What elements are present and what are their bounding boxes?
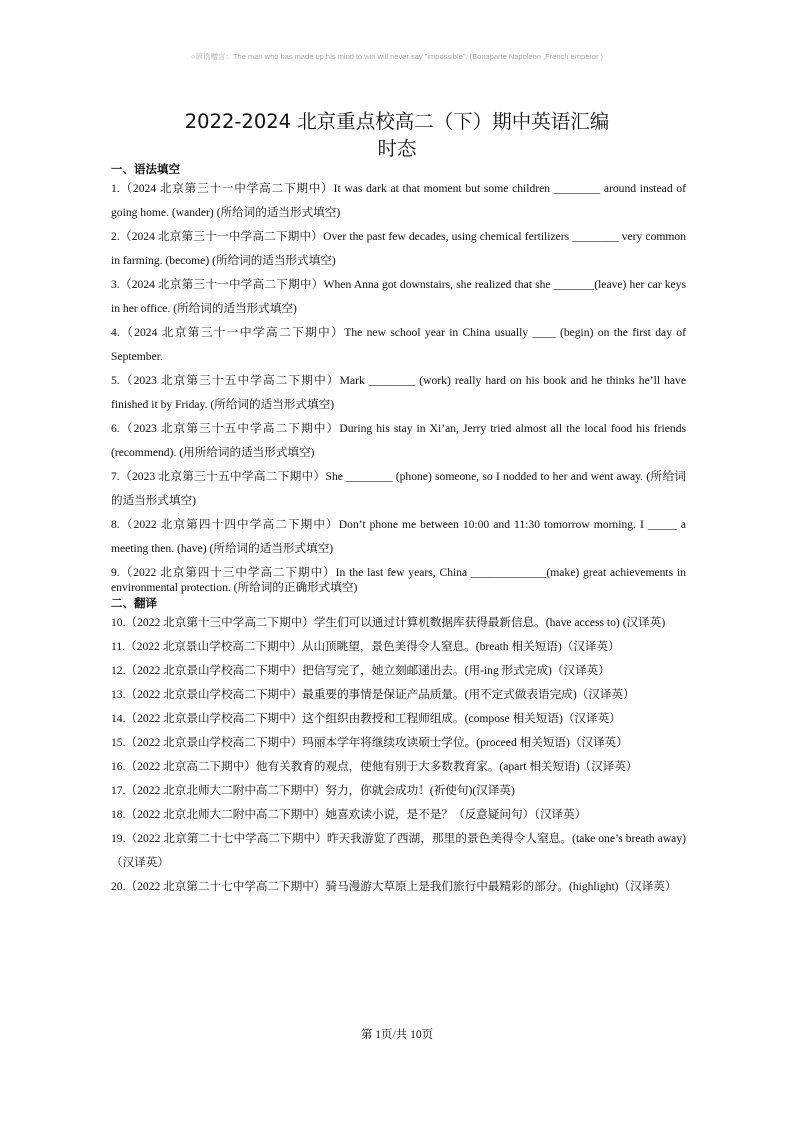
header-watermark: ○谚语赠言：The man who has made up his mind to win will never say "impossible". (Bonaparte Napoleon ,French emperor ) [190, 52, 604, 61]
title-line-1: 2022-2024 北京重点校高二（下）期中英语汇编 [184, 110, 610, 133]
question-item: 4.（2024 北京第三十一中学高二下期中）The new school year in China usually ____ (begin) on the first day of September. [111, 326, 686, 363]
question-item: 12.（2022 北京景山学校高二下期中）把信写完了，她立刻邮递出去。(用-ing 形式完成)（汉译英） [111, 664, 610, 677]
document-title [0, 108, 794, 162]
question-item: 7.（2023 北京第三十五中学高二下期中）She ________ (phone) someone, so I nodded to her and went away. (所给词的适当形式填空) [111, 470, 686, 507]
question-item: 9.（2022 北京第四十三中学高二下期中）In the last few years, China _____________(make) great achievements in environmental protection. (所给词的正确形式填空) [111, 566, 686, 594]
question-item: 18.（2022 北京北师大二附中高二下期中）她喜欢读小说，是不是？（反意疑问句）（汉译英） [111, 808, 587, 821]
page-number: 第 1页/共 10页 [360, 1029, 434, 1041]
question-item: 8.（2022 北京第四十四中学高二下期中）Don’t phone me between 10:00 and 11:30 tomorrow morning. I _____ a meeting then. (have) (所给词的适当形式填空) [111, 518, 686, 555]
question-item: 16.（2022 北京高二下期中）他有关教育的观点，使他有别于大多数教育家。(apart 相关短语)（汉译英） [111, 760, 638, 773]
question-item: 10.（2022 北京第十三中学高二下期中）学生们可以通过计算机数据库获得最新信息。(have access to) (汉译英) [111, 616, 666, 629]
question-item: 1.（2024 北京第三十一中学高二下期中）It was dark at that moment but some children ________ around instead of going home. (wander) (所给词的适当形式填空) [111, 182, 686, 219]
question-item: 2.（2024 北京第三十一中学高二下期中）Over the past few decades, using chemical fertilizers ________ very common in farming. (become) (所给词的适当形式填空) [111, 230, 686, 267]
question-item: 15.（2022 北京景山学校高二下期中）玛丽本学年将继续攻读硕士学位。(proceed 相关短语)（汉译英） [111, 736, 628, 749]
question-item: 5.（2023 北京第三十五中学高二下期中）Mark ________ (work) really hard on his book and he thinks he’ll have finished it by Friday. (所给词的适当形式填空) [111, 374, 686, 411]
question-item: 17.（2022 北京北师大二附中高二下期中）努力，你就会成功！(祈使句)(汉译英) [111, 784, 515, 797]
question-item: 13.（2022 北京景山学校高二下期中）最重要的事情是保证产品质量。(用不定式做表语完成)（汉译英） [111, 688, 635, 701]
question-item: 11.（2022 北京景山学校高二下期中）从山顶眺望，景色美得令人窒息。(breath 相关短语)（汉译英） [111, 640, 620, 653]
section-grammar-fill [111, 161, 686, 595]
question-item: 14.（2022 北京景山学校高二下期中）这个组织由教授和工程师组成。(compose 相关短语)（汉译英） [111, 712, 621, 725]
question-item: 6.（2023 北京第三十五中学高二下期中）During his stay in Xi’an, Jerry tried almost all the local food his friends (recommend). (用所给词的适当形式填空) [111, 422, 686, 459]
question-item: 20.（2022 北京第二十七中学高二下期中）骑马漫游大草原上是我们旅行中最精彩的部分。(highlight)（汉译英） [111, 880, 677, 893]
section-translation [111, 595, 686, 899]
question-item: 3.（2024 北京第三十一中学高二下期中）When Anna got downstairs, she realized that she _______(leave) her car keys in her office. (所给词的适当形式填空) [111, 278, 686, 315]
document-body [111, 161, 686, 899]
question-item: 19.（2022 北京第二十七中学高二下期中）昨天我游览了西湖，那里的景色美得令人窒息。(take one’s breath away)（汉译英） [111, 832, 686, 869]
section-heading: 一、语法填空 [111, 162, 180, 176]
title-line-2: 时态 [377, 137, 417, 160]
section-heading: 二、翻译 [111, 596, 157, 610]
